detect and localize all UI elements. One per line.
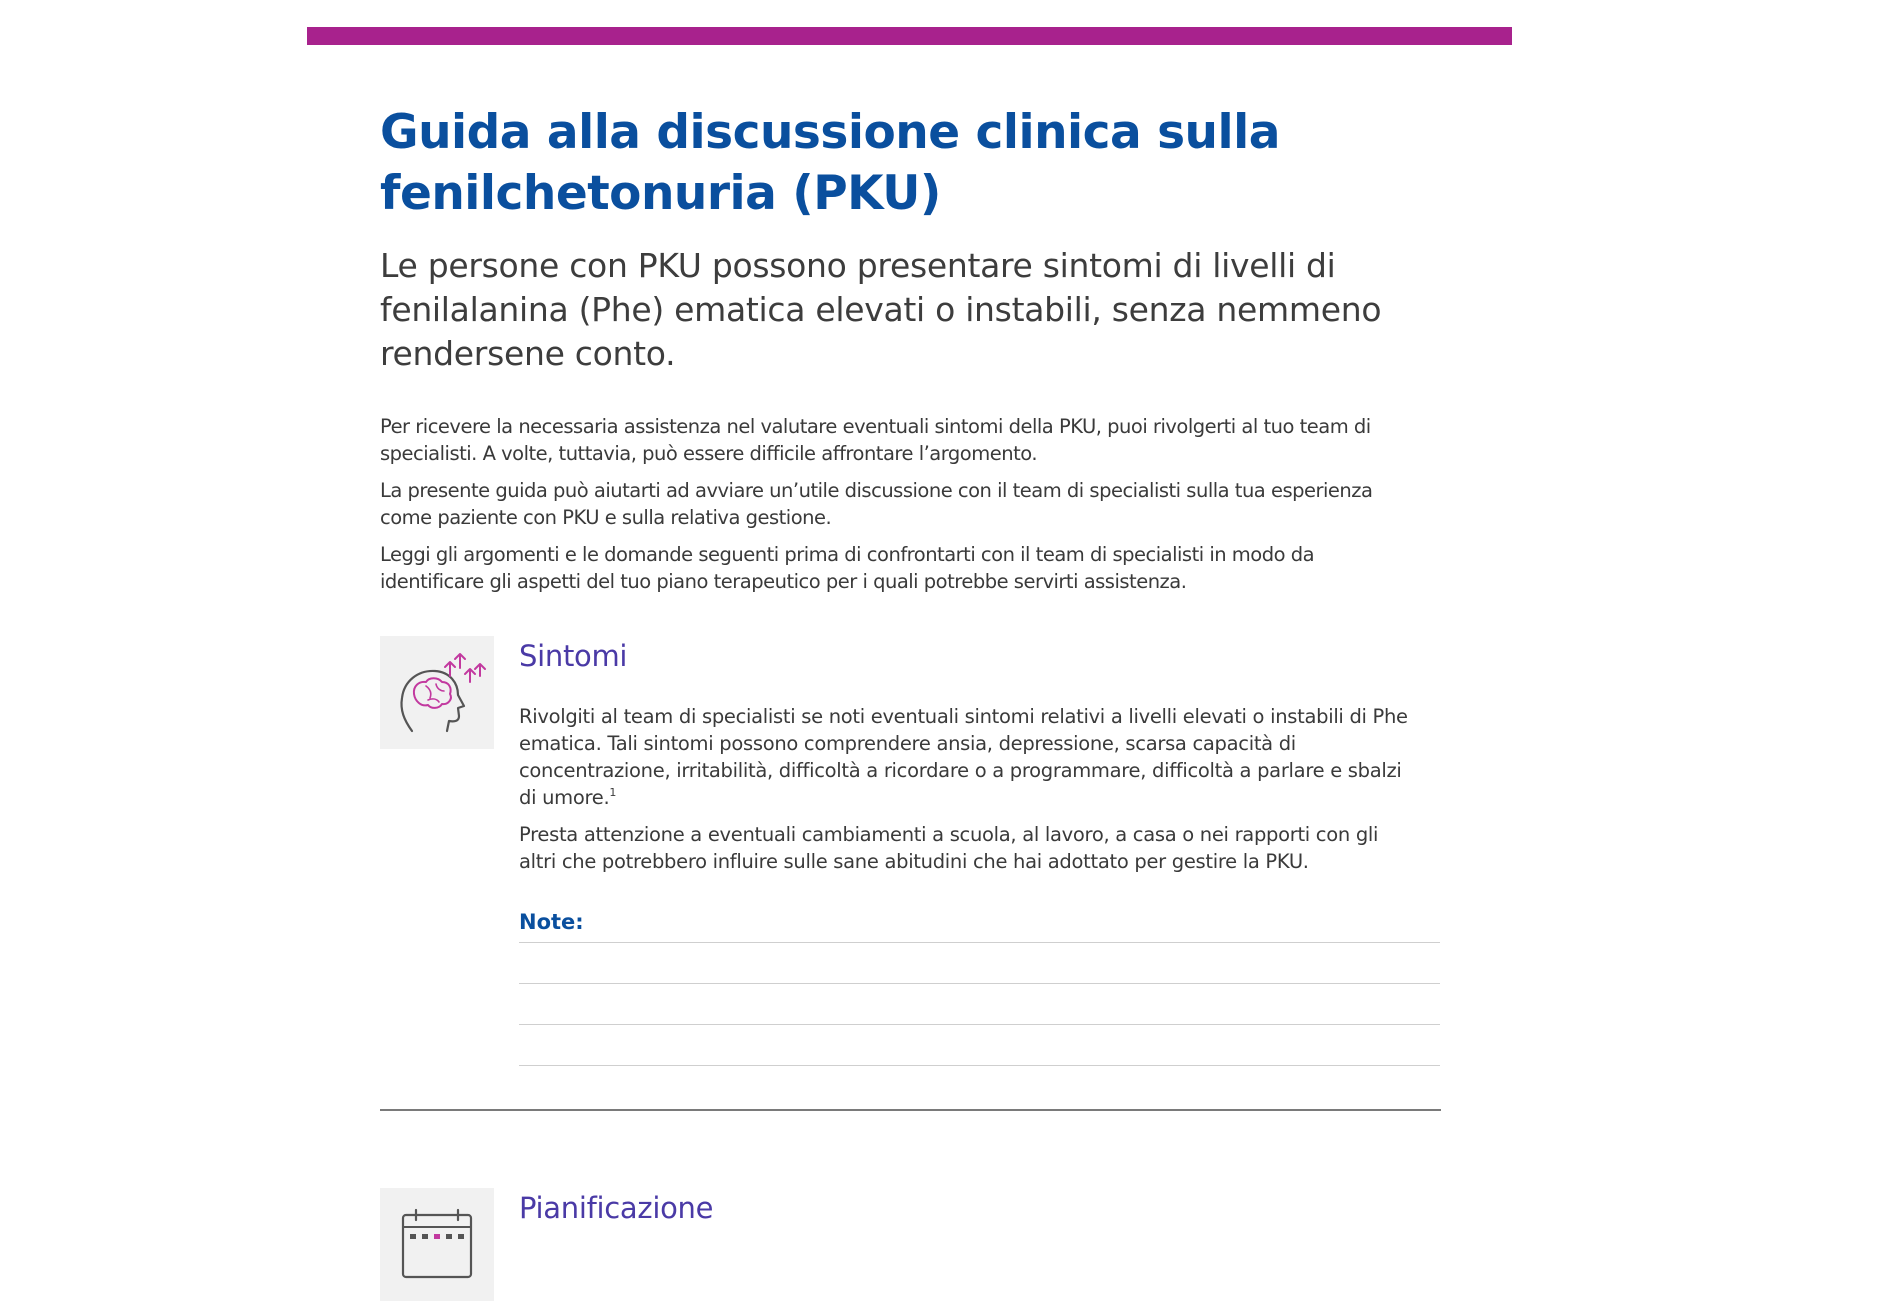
calendar-icon (380, 1188, 494, 1301)
reference-superscript: 1 (609, 786, 617, 799)
note-line[interactable] (519, 1024, 1440, 1025)
page-subtitle: Le persone con PKU possono presentare sintomi di livelli di fenilalanina (Phe) ematica elevati o instabili, senza nemmeno rendersene conto. (380, 246, 1382, 373)
page-title: Guida alla discussione clinica sulla fenilchetonuria (PKU) (380, 105, 1280, 221)
top-accent-bar (307, 27, 1512, 45)
intro-paragraph: La presente guida può aiutarti ad avviare un’utile discussione con il team di specialisti sulla tua esperienza come paziente con PKU e sulla relativa gestione. (380, 479, 1373, 529)
section-paragraph-text: Rivolgiti al team di specialisti se noti eventuali sintomi relativi a livelli elevati o instabili di Phe ematica. Tali sintomi possono comprendere ansia, depressione, scarsa capacità di concentrazione, irritabilità, difficoltà a ricordare o a programmare, difficoltà a parlare e sbalzi di umore. (519, 705, 1408, 809)
intro-paragraph: Per ricevere la necessaria assistenza nel valutare eventuali sintomi della PKU, puoi rivolgerti al tuo team di specialisti. A volte, tuttavia, può essere difficile affrontare l’argomento. (380, 415, 1371, 465)
section-sintomi (380, 636, 1440, 1096)
section-pianificazione (380, 1188, 1440, 1241)
section-title-sintomi: Sintomi (519, 639, 628, 673)
head-brain-arrows-svg (380, 636, 494, 749)
calendar-svg (380, 1188, 494, 1301)
head-brain-arrows-icon (380, 636, 494, 749)
section-paragraph (519, 703, 1419, 811)
note-line[interactable] (519, 1065, 1440, 1066)
intro-paragraph: Leggi gli argomenti e le domande seguenti prima di confrontarti con il team di specialisti in modo da identificare gli aspetti del tuo piano terapeutico per i quali potrebbe servirti assistenza. (380, 543, 1315, 593)
section-paragraph: Presta attenzione a eventuali cambiamenti a scuola, al lavoro, a casa o nei rapporti con gli altri che potrebbero influire sulle sane abitudini che hai adottato per gestire la PKU. (519, 823, 1379, 873)
note-line[interactable] (519, 942, 1440, 943)
notes-label: Note: (519, 910, 584, 934)
intro-text (380, 413, 1400, 605)
section-divider (380, 1109, 1441, 1111)
section-body-sintomi (519, 703, 1419, 885)
section-title-pianificazione: Pianificazione (519, 1191, 714, 1225)
note-line[interactable] (519, 983, 1440, 984)
